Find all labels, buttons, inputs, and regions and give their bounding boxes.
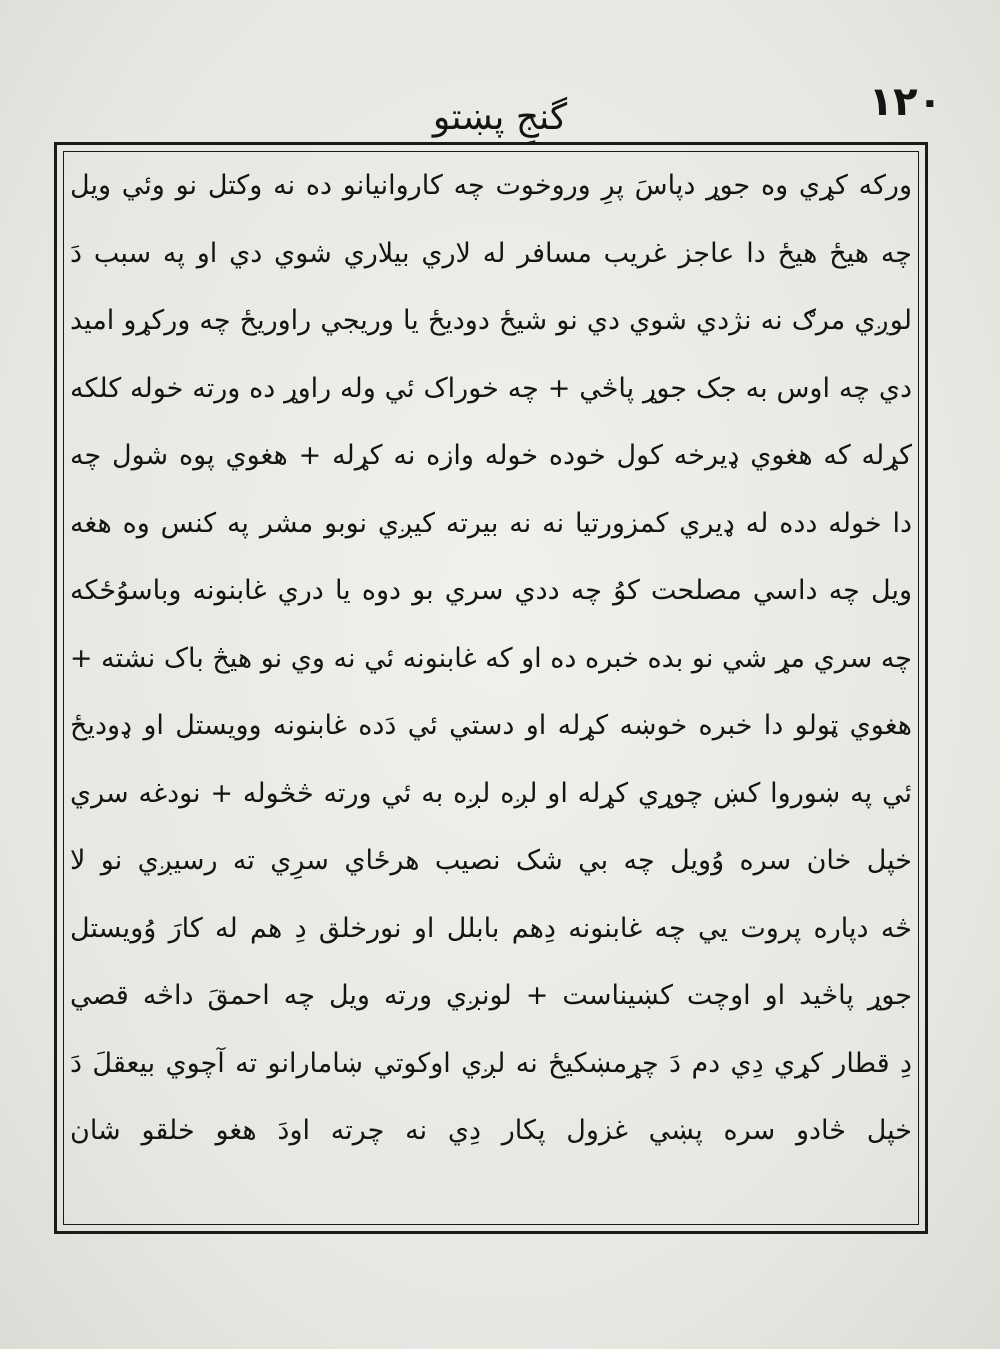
text-line: لوږي مرګ نه نژدي شوي دي نو شيځ دوديځ یا وریجي راوريځ چه ورکړو امید xyxy=(70,305,912,336)
text-line: ویل چه داسي مصلحت کوُ چه ددي سري بو دوه یا دري غابنونه وباسوُځکه xyxy=(70,575,912,606)
running-title: گنجِ پښتو xyxy=(432,97,568,138)
text-line: کړله که هغوي ډیرخه کول خوده خوله وازه نه کړله + هغوي پوه شول چه xyxy=(70,440,912,471)
text-line: جوړ پاڅيد او اوچت کښيناست + لونږي ورته ویل چه احمقَ داڅه قصي xyxy=(70,980,912,1011)
text-line: هغوي ټولو دا خبره خوښه کړله او دستي ئي دَده غابنونه وویستل او ډوديځ xyxy=(70,710,912,741)
text-line: خپل خان سره وُویل چه بي شک نصیب هرځاي سرِي ته رسيږي نو لا xyxy=(70,845,912,876)
text-line: دي چه اوس به جک جوړ پاڅي + چه خوراک ئي وله راوړ ده ورته خوله کلکه xyxy=(70,372,912,404)
page-number: ١٢٠ xyxy=(868,79,942,125)
text-line: خپل څادو سره پښي غزول پکار دِي نه چرته اودَ هغو خلقو شان xyxy=(70,1115,912,1146)
text-line: څه دپاره پروت يي چه غابنونه دِهم بابلل او نورخلق دِ هم له کارَ وُویستل xyxy=(70,912,912,944)
body-text xyxy=(70,152,912,1165)
text-line: دِ قطار کړي دِي دم دَ چړمښکيځ نه لږي اوکوتي ښامارانو ته آچوي بيعقلَ دَ xyxy=(70,1047,912,1079)
text-line: چه هيځ هيځ دا عاجز غریب مسافر له لاري بيلاري شوي دي او په سبب دَ xyxy=(70,237,912,269)
text-line: چه سري مړ شي نو بده خبره ده او که غابنونه ئي نه وي نو هيڅ باک نشته + xyxy=(70,642,912,674)
text-line: دا خوله دده له ډيري کمزورتیا نه نه بیرته کیږي نوبو مشر په کنس وه هغه xyxy=(70,507,912,539)
text-line: ئي په ښوروا کښ چوړي کړله او لږه لږه به ئي ورته څڅوله + نودغه سري xyxy=(70,777,912,809)
text-line: ورکه کړي وه جوړ دپاسَ پرِ وروخوت چه کاروانیانو ده نه وکتل نو وئي ویل xyxy=(70,170,912,201)
